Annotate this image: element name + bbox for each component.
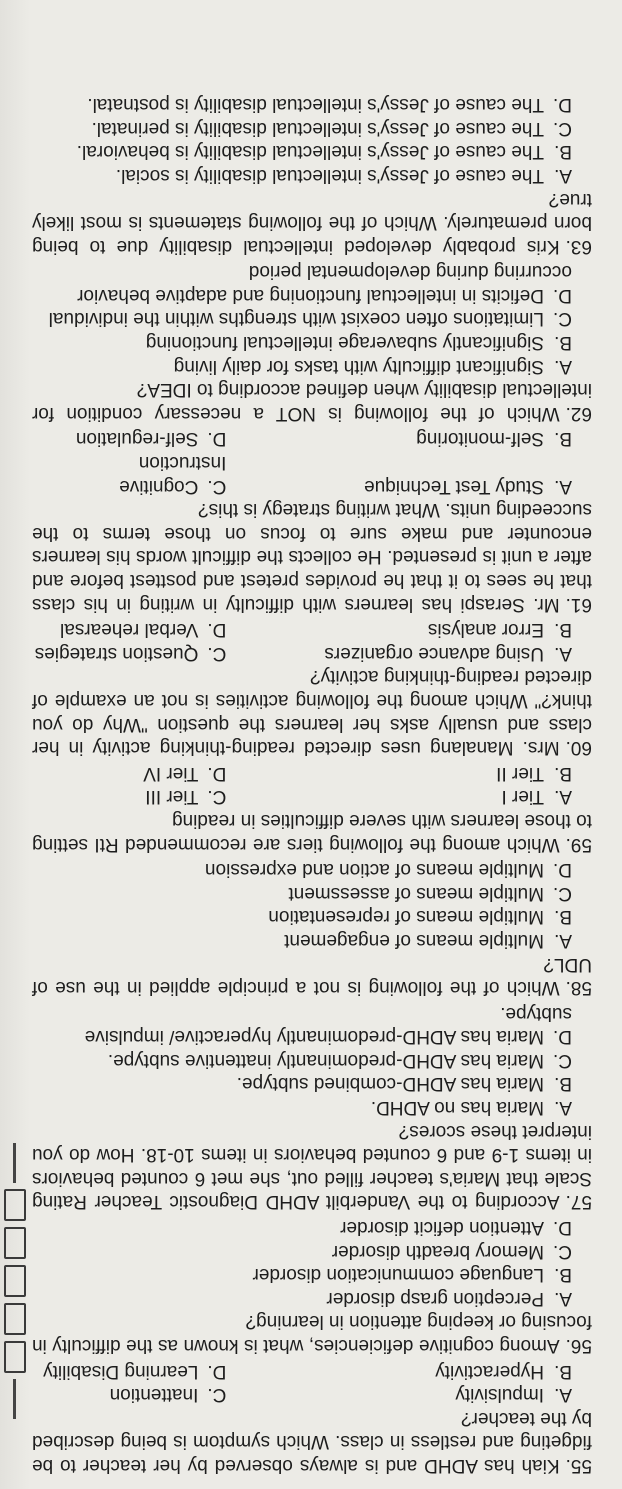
option-letter: C. bbox=[207, 786, 227, 808]
option-text: Self-monitoring bbox=[416, 428, 544, 450]
question-item bbox=[32, 761, 592, 855]
option-letter: D. bbox=[553, 1026, 572, 1048]
option-letter: C. bbox=[553, 308, 572, 330]
question-stem bbox=[32, 1310, 592, 1357]
edge-tick bbox=[14, 1143, 17, 1183]
option-letter: C. bbox=[553, 1049, 572, 1071]
option-letter: A. bbox=[554, 786, 572, 808]
edge-tab-mark bbox=[4, 1303, 26, 1335]
answer-option[interactable] bbox=[32, 140, 572, 164]
answer-options bbox=[32, 1215, 572, 1309]
question-stem bbox=[32, 952, 592, 999]
edge-tab-mark bbox=[4, 1265, 26, 1297]
option-text: Language communication disorder bbox=[252, 1264, 544, 1286]
option-text: Inattention bbox=[109, 1384, 199, 1406]
option-text: Tier II bbox=[496, 762, 544, 784]
question-stem bbox=[32, 498, 592, 616]
option-letter: A. bbox=[554, 1287, 572, 1309]
option-letter: C. bbox=[553, 1240, 572, 1262]
option-letter: D. bbox=[553, 859, 572, 881]
question-text: Among cognitive deficiencies, what is known as the difficulty in focusing or keeping attention in learning? bbox=[32, 1311, 592, 1357]
option-text: Tier IV bbox=[143, 762, 199, 784]
question-list bbox=[32, 11, 592, 1477]
option-letter: B. bbox=[554, 906, 572, 928]
option-letter: B. bbox=[554, 332, 572, 354]
answer-options bbox=[32, 1001, 572, 1119]
option-letter: A. bbox=[554, 164, 572, 186]
option-text: Self-regulation bbox=[75, 428, 199, 450]
option-text: Hyperactivity bbox=[435, 1360, 544, 1382]
question-text: Mrs. Manalang uses directed reading-thinking activity in her class and usually asks her learners the question "Why do you think?" Which among the following activities is not an example of directed reading-thinking activity? bbox=[32, 666, 592, 759]
answer-options bbox=[32, 1359, 572, 1406]
question-text: Which of the following is NOT a necessary condition for intellectual disability when defined according to IDEA? bbox=[32, 379, 592, 424]
answer-option[interactable] bbox=[32, 331, 572, 355]
answer-option[interactable] bbox=[226, 427, 572, 451]
option-letter: A. bbox=[554, 475, 572, 497]
answer-option[interactable] bbox=[32, 163, 572, 187]
option-text: Deficits in intellectual functioning and adaptive behavior occurring during developmental period bbox=[77, 261, 572, 306]
answer-option[interactable] bbox=[226, 450, 572, 497]
option-text: Impulsivity bbox=[455, 1384, 544, 1406]
answer-option[interactable] bbox=[226, 641, 572, 665]
option-text: Maria has ADHD-predominantly inattentive subtype. bbox=[107, 1049, 544, 1071]
question-number: 61. bbox=[565, 593, 592, 615]
question-number: 57. bbox=[565, 1191, 592, 1213]
option-row bbox=[32, 641, 572, 665]
answer-options bbox=[32, 260, 572, 378]
option-letter: A. bbox=[554, 355, 572, 377]
answer-option[interactable] bbox=[32, 1263, 572, 1287]
option-text: Error analysis bbox=[427, 619, 544, 641]
option-text: Tier I bbox=[501, 786, 544, 808]
question-item bbox=[32, 618, 592, 760]
question-text: Which among the following tiers are recommended RtI setting to those learners with severe difficulties in reading bbox=[32, 809, 592, 855]
question-stem bbox=[32, 1119, 592, 1213]
option-letter: D. bbox=[553, 1217, 572, 1239]
answer-option[interactable] bbox=[32, 1239, 572, 1263]
question-text: According to the Vanderbilt ADHD Diagnostic Teacher Rating Scale that Maria's teacher filled out, she met 6 counted behaviors in items 1-9 and 6 counted behaviors in items 10-18. How do you interpret these scores? bbox=[32, 1120, 592, 1213]
option-row bbox=[32, 785, 572, 809]
question-item bbox=[32, 1359, 592, 1477]
option-letter: B. bbox=[554, 428, 572, 450]
answer-option[interactable] bbox=[32, 1286, 572, 1310]
option-text: The cause of Jessy's intellectual disability is postnatal. bbox=[87, 94, 544, 116]
option-text: Attention deficit disorder bbox=[340, 1217, 544, 1239]
option-text: Perception grasp disorder bbox=[326, 1287, 544, 1309]
option-letter: D. bbox=[207, 428, 227, 450]
option-row bbox=[32, 761, 572, 785]
option-text: Limitations often coexist with strengths within the individual bbox=[48, 308, 544, 330]
option-letter: A. bbox=[554, 1384, 572, 1406]
edge-tab-mark bbox=[4, 1227, 26, 1259]
option-text: Multiple means of engagement bbox=[284, 929, 544, 951]
answer-option[interactable] bbox=[32, 93, 572, 117]
option-text: Maria has ADHD-combined subtype. bbox=[236, 1073, 544, 1095]
answer-option[interactable] bbox=[226, 761, 572, 785]
answer-option[interactable] bbox=[60, 618, 226, 642]
option-row bbox=[32, 1383, 572, 1407]
question-item bbox=[32, 93, 592, 258]
option-letter: B. bbox=[554, 1264, 572, 1286]
option-letter: A. bbox=[554, 642, 572, 664]
answer-option[interactable] bbox=[32, 1001, 572, 1048]
option-text: Multiple means of representation bbox=[268, 906, 544, 928]
answer-option[interactable] bbox=[32, 858, 572, 882]
answer-option[interactable] bbox=[32, 881, 572, 905]
answer-option[interactable] bbox=[110, 1383, 227, 1407]
option-text: Multiple means of assessment bbox=[288, 882, 544, 904]
question-text: Kiah has ADHD and is always observed by her teacher to be fidgeting and restless in class. Which symptom is being described by the teacher? bbox=[32, 1407, 592, 1476]
answer-option[interactable] bbox=[32, 354, 572, 378]
question-number: 63. bbox=[565, 235, 592, 257]
option-row bbox=[32, 450, 572, 497]
option-letter: B. bbox=[554, 1360, 572, 1382]
option-text: Verbal rehearsal bbox=[60, 619, 199, 641]
question-number: 56. bbox=[565, 1335, 592, 1357]
option-letter: D. bbox=[207, 762, 227, 784]
question-number: 62. bbox=[565, 402, 592, 424]
answer-option[interactable] bbox=[32, 450, 226, 497]
question-item bbox=[32, 1215, 592, 1357]
edge-tick bbox=[14, 1379, 17, 1419]
answer-option[interactable] bbox=[32, 1215, 572, 1239]
option-letter: D. bbox=[553, 94, 572, 116]
option-letter: B. bbox=[554, 141, 572, 163]
option-letter: C. bbox=[207, 642, 227, 664]
option-text: Study Test Technique bbox=[364, 475, 544, 497]
option-row bbox=[32, 1359, 572, 1383]
option-text: The cause of Jessy's intellectual disability is behavioral. bbox=[76, 141, 544, 163]
option-letter: C. bbox=[207, 475, 227, 497]
option-text: Memory breadth disorder bbox=[331, 1240, 544, 1262]
page-tab-markers bbox=[2, 989, 28, 1419]
answer-option[interactable] bbox=[32, 116, 572, 140]
answer-option[interactable] bbox=[32, 307, 572, 331]
option-letter: D. bbox=[553, 284, 572, 306]
answer-option[interactable] bbox=[145, 785, 226, 809]
answer-option[interactable] bbox=[32, 905, 572, 929]
question-stem bbox=[32, 808, 592, 855]
option-letter: D. bbox=[207, 1360, 227, 1382]
answer-options bbox=[32, 858, 572, 952]
edge-tab-mark bbox=[4, 1189, 26, 1221]
answer-options bbox=[32, 618, 572, 665]
answer-option[interactable] bbox=[32, 1096, 572, 1120]
option-text: Tier III bbox=[145, 786, 199, 808]
option-row bbox=[32, 618, 572, 642]
answer-option[interactable] bbox=[76, 427, 227, 451]
option-letter: A. bbox=[554, 1097, 572, 1119]
answer-option[interactable] bbox=[43, 1359, 226, 1383]
question-stem bbox=[32, 665, 592, 759]
option-letter: C. bbox=[553, 117, 572, 139]
option-text: Multiple means of action and expression bbox=[204, 859, 544, 881]
option-letter: A. bbox=[554, 929, 572, 951]
option-letter: C. bbox=[207, 1384, 227, 1406]
question-text: Mr. Seraspi has learners with difficulty in writing in his class that he sees to it that he provides pretest and posttest before and after a unit is presented. He collects the difficult words his learners encounter and make sure to focus on those terms to the succeeding units. What writing strategy is this? bbox=[32, 499, 592, 615]
answer-option[interactable] bbox=[226, 785, 572, 809]
answer-options bbox=[32, 427, 572, 498]
question-stem bbox=[32, 187, 592, 258]
question-stem bbox=[32, 378, 592, 425]
answer-options bbox=[32, 761, 572, 808]
answer-option[interactable] bbox=[143, 761, 226, 785]
option-text: Using advance organizers bbox=[324, 642, 544, 664]
option-text: Cognitive Instruction bbox=[119, 452, 227, 497]
answer-option[interactable] bbox=[35, 641, 227, 665]
question-item bbox=[32, 260, 592, 425]
option-text: Learning Disability bbox=[43, 1360, 199, 1382]
answer-option[interactable] bbox=[226, 618, 572, 642]
question-number: 55. bbox=[565, 1455, 592, 1476]
question-text: Which of the following is not a principle applied in the use of UDL? bbox=[32, 953, 592, 999]
option-letter: B. bbox=[554, 1073, 572, 1095]
answer-option[interactable] bbox=[226, 1359, 572, 1383]
answer-options bbox=[32, 93, 572, 187]
answer-option[interactable] bbox=[32, 1048, 572, 1072]
answer-option[interactable] bbox=[32, 928, 572, 952]
question-item bbox=[32, 1001, 592, 1213]
option-row bbox=[32, 427, 572, 451]
answer-option[interactable] bbox=[226, 1383, 572, 1407]
answer-option[interactable] bbox=[32, 1072, 572, 1096]
question-text: Kris probably developed intellectual disability due to being born prematurely. Which of the following statements is most likely true? bbox=[32, 188, 592, 257]
option-text: Question strategies bbox=[34, 642, 199, 664]
option-text: The cause of Jessy's intellectual disability is social. bbox=[115, 164, 544, 186]
option-letter: C. bbox=[553, 882, 572, 904]
option-text: Maria has no ADHD. bbox=[370, 1097, 544, 1119]
question-stem bbox=[32, 1406, 592, 1477]
option-text: Maria has ADHD-predominantly hyperactive/ impulsive subtype. bbox=[84, 1002, 572, 1048]
question-number: 60. bbox=[565, 737, 592, 759]
question-item bbox=[32, 427, 592, 616]
option-text: The cause of Jessy's intellectual disability is perinatal. bbox=[91, 117, 544, 139]
question-number: 59. bbox=[565, 833, 592, 855]
option-text: Significant difficulty with tasks for daily living bbox=[173, 355, 544, 377]
option-letter: D. bbox=[207, 619, 227, 641]
question-item bbox=[32, 858, 592, 1000]
question-number: 58. bbox=[565, 977, 592, 999]
option-letter: B. bbox=[554, 762, 572, 784]
option-text: Significantly subaverage intellectual functioning bbox=[145, 332, 544, 354]
answer-option[interactable] bbox=[32, 260, 572, 307]
option-letter: B. bbox=[554, 619, 572, 641]
edge-tab-mark bbox=[4, 1341, 26, 1373]
